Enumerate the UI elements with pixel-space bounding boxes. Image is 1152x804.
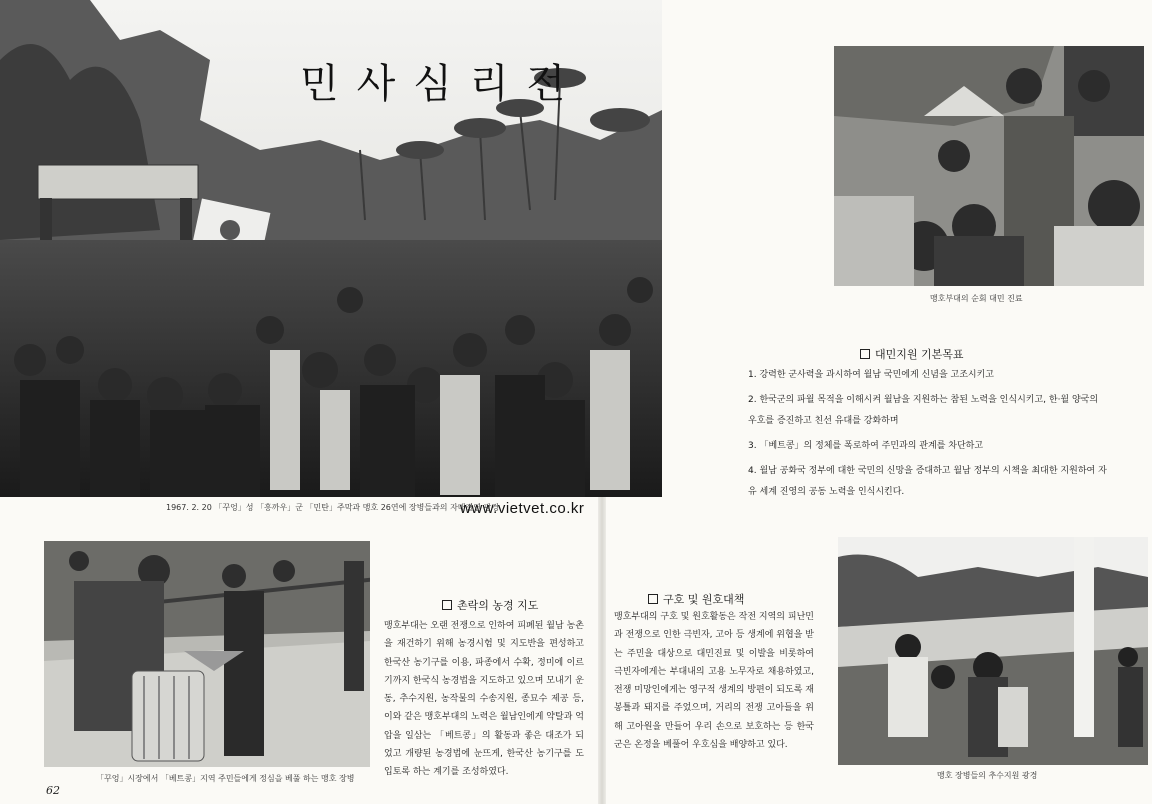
goals-list xyxy=(748,370,1108,512)
goals-heading xyxy=(860,346,964,362)
main-photo-caption: 1967. 2. 20 「꾸엉」성 「흥까우」군 「민탄」주막과 맹호 26연에 장병들과의 자매결연 광경 xyxy=(166,503,499,512)
site-watermark: www.vietvet.co.kr xyxy=(460,500,585,517)
market-photo xyxy=(44,541,370,767)
relief-heading-text: 구호 및 원호대책 xyxy=(663,593,745,606)
relief-heading xyxy=(648,591,744,607)
farming-heading xyxy=(442,597,538,613)
goal-item: 2. 한국군의 파월 목적을 이해시켜 월남을 지원하는 참된 노력을 인식시키고, 한·월 양국의 우호를 증진하고 친선 유대를 강화하며 xyxy=(748,395,1099,426)
harvest-photo xyxy=(838,537,1148,765)
checkbox-icon xyxy=(442,600,452,610)
checkbox-icon xyxy=(648,594,658,604)
page-number: 62 xyxy=(46,784,60,797)
bottom-right-photo-caption: 맹호 장병들의 추수지원 광경 xyxy=(937,771,1038,780)
relief-body: 맹호부대의 구호 및 원호활동은 작전 지역의 피난민과 전쟁으로 인한 극빈자, 고아 등 생계에 위협을 받는 주민을 대상으로 대민진료 및 이발을 비롯하여 극빈자에게는 부대내의 고용 노무자로 채용하였고, 전쟁 미망인에게는 영구적 생계의 방편이 되도록 재봉틀과 돼지를 주었으며, 거리의 전쟁 고아들을 위해 고아원을 만들어 우리 손으로 보호하는 등 한국군은 온정을 베풀어 우호심을 배양하고 있다. xyxy=(614,612,814,751)
goal-item: 1. 강력한 군사력을 과시하여 월남 국민에게 신념을 고조시키고 xyxy=(748,370,994,380)
goals-heading-text: 대민지원 기본목표 xyxy=(875,348,964,361)
page-title: 민사심리전 xyxy=(300,61,584,107)
checkbox-icon xyxy=(860,349,870,359)
farming-body: 맹호부대는 오랜 전쟁으로 인하여 피폐된 월남 농촌을 재건하기 위해 농경시험 및 지도반을 편성하고 한국산 농기구를 이용, 파종에서 수확, 정미에 이르기까지 한국식 농경법을 지도하고 있으며 모내기 운동, 추수지원, 농작물의 수송지원, 종묘수 제공 등, 이와 같은 맹호부대의 노력은 월남인에게 약탈과 억압을 일삼는 「베트콩」의 활동과 좋은 대조가 되었고 개량된 농경법에 눈뜨게, 한국산 농기구를 도입토록 하는 계기를 조성하였다. xyxy=(384,621,584,778)
goal-item: 4. 월남 공화국 정부에 대한 국민의 신망을 증대하고 월남 정부의 시책을 최대한 지원하여 자유 세계 진영의 공동 노력을 인식시킨다. xyxy=(748,466,1107,497)
bottom-left-photo-caption: 「꾸엉」시장에서 「베트콩」지역 주민들에게 정심을 베풀 하는 맹호 장병 xyxy=(96,774,355,783)
medical-service-photo xyxy=(834,46,1144,286)
top-right-photo-caption: 맹호부대의 순회 대민 진료 xyxy=(930,294,1023,303)
goal-item: 3. 「베트콩」의 정체를 폭로하여 주민과의 관계를 차단하고 xyxy=(748,441,984,451)
farming-heading-text: 촌락의 농경 지도 xyxy=(457,599,539,612)
